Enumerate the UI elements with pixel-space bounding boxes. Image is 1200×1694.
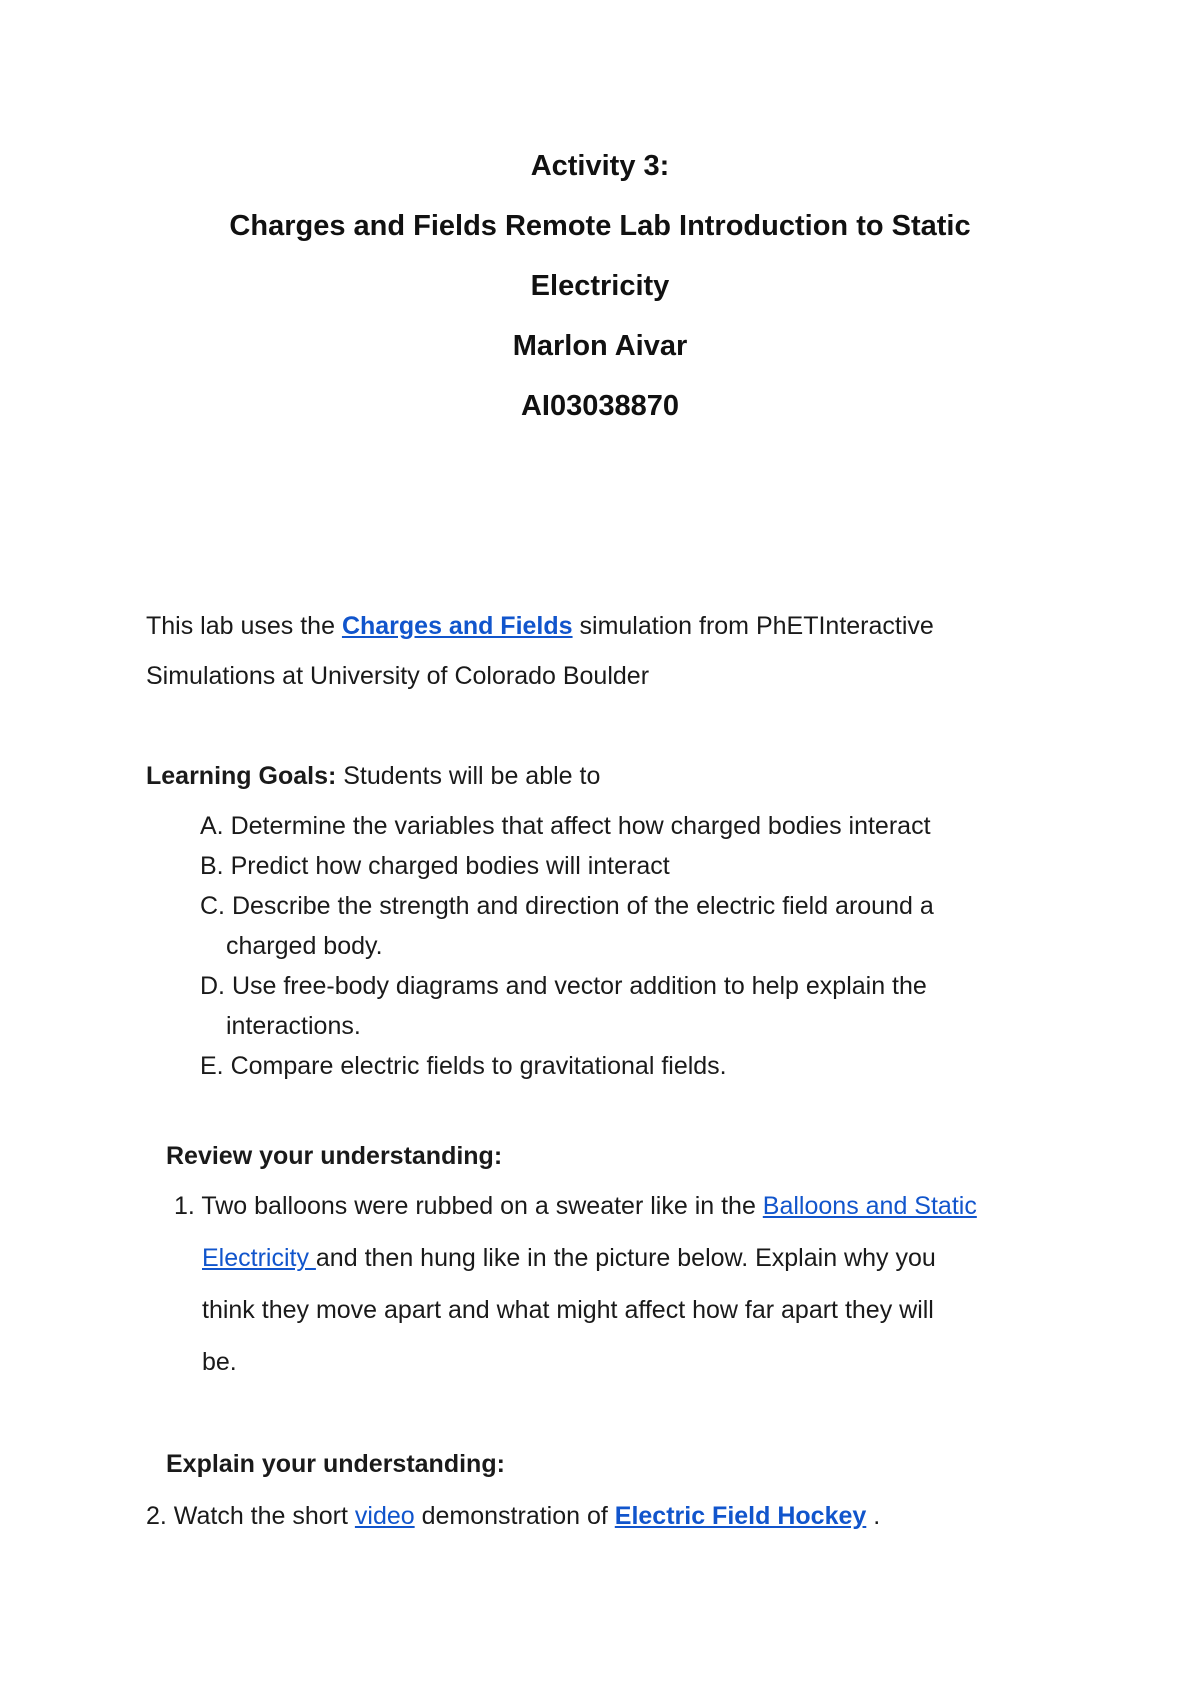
doc-title-line-1: Charges and Fields Remote Lab Introduction to Static [229,210,971,242]
goal-text: Compare electric fields to gravitational fields. [223,1052,727,1080]
author-name: Marlon Aivar [512,330,688,362]
goal-text: Use free-body diagrams and vector addition to help explain the [225,972,927,1000]
goal-marker: C. [200,892,225,920]
learning-goals-lead: Students will be able to [336,762,601,790]
question-1-line-4: be. [202,1348,237,1376]
goal-text: Determine the variables that affect how charged bodies interact [223,812,931,840]
student-id: AI03038870 [520,390,680,422]
learning-goals-label: Learning Goals: [146,762,337,790]
goal-marker: E. [200,1052,224,1080]
intro-prefix: This lab uses the [146,612,342,640]
goal-text: Describe the strength and direction of the electric field around a [225,892,934,920]
doc-title-line-2: Electricity [530,270,670,302]
goal-item-a [200,810,931,842]
goal-item-e [200,1050,727,1082]
activity-label: Activity 3: [530,150,670,182]
question-2-suffix: . [866,1502,881,1530]
goal-marker: D. [200,972,225,1000]
question-2-prefix: 2. Watch the short [146,1502,355,1530]
question-2-line [146,1500,880,1532]
goal-item-c [200,890,934,922]
charges-and-fields-link[interactable]: Charges and Fields [341,612,573,640]
goal-item-c-continuation: charged body. [226,932,383,960]
intro-line-1 [146,610,934,642]
intro-line-2: Simulations at University of Colorado Boulder [146,662,650,690]
video-link[interactable]: video [354,1502,415,1530]
question-1-line-3: think they move apart and what might affect how far apart they will [202,1296,934,1324]
question-2-middle: demonstration of [414,1502,615,1530]
intro-suffix: simulation from PhETInteractive [572,612,934,640]
balloons-static-link-part-2[interactable]: Electricity [202,1244,316,1272]
goal-marker: A. [200,812,224,840]
goal-text: Predict how charged bodies will interact [223,852,670,880]
explain-heading: Explain your understanding: [166,1450,505,1478]
question-1-prefix: Two balloons were rubbed on a sweater like in the [194,1192,763,1220]
review-heading: Review your understanding: [166,1142,503,1170]
electric-field-hockey-link[interactable]: Electric Field Hockey [614,1502,867,1530]
question-1-line-2-text: and then hung like in the picture below. Explain why you [315,1244,936,1272]
goal-item-d-continuation: interactions. [226,1012,361,1040]
question-1-marker: 1. [174,1192,195,1220]
question-1-line-2 [202,1242,936,1274]
goal-marker: B. [200,852,224,880]
goal-item-d [200,970,927,1002]
goal-item-b [200,850,670,882]
learning-goals-line [146,760,600,792]
balloons-static-link-part-1[interactable]: Balloons and Static [762,1192,977,1220]
question-1-line-1 [174,1190,977,1222]
